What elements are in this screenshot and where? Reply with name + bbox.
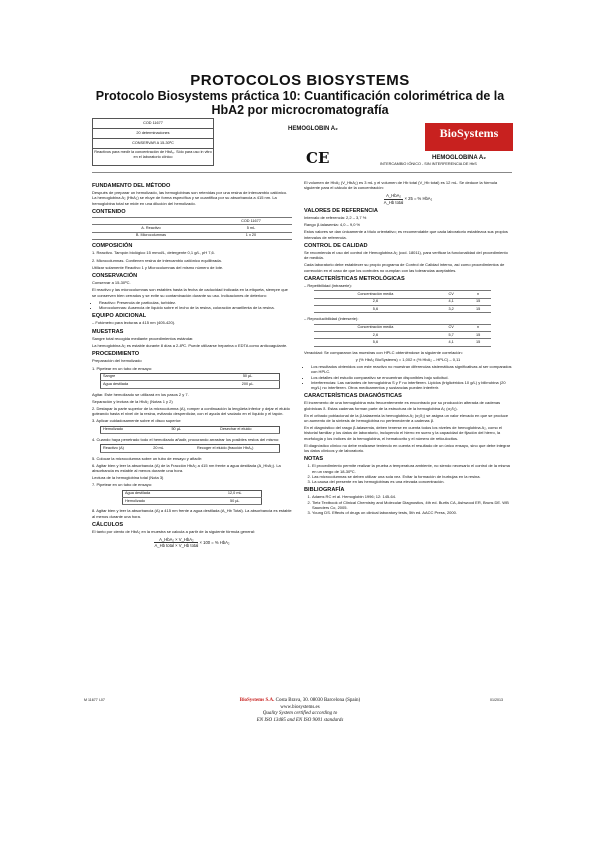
- paragraph: Separación y lectura de la HbA₂ (Notas 1 y 2): [92, 398, 173, 404]
- list-item: 3. Young DS. Effects of drugs on clinical laboratory tests, 5th ed. AACC Press, 2000.: [312, 510, 512, 515]
- section-heading: PROCEDIMIENTO: [92, 351, 140, 358]
- paragraph: 8. Agitar bien y leer la absorbancia (A) a 415 nm frente a agua destilada (A_Hb Total). La absorbancia es estable al menos durante una hora.: [92, 508, 292, 519]
- header-box-use: Reactivos para medir la concentración de HbA₂. Sólo para uso in vitro en el laboratorio clínico: [94, 150, 212, 159]
- table-row: [101, 445, 280, 452]
- table-cell: 2,6: [314, 298, 437, 305]
- table-row: [123, 490, 262, 497]
- table-cell: 12,0 mL: [209, 490, 262, 497]
- paragraph: Lectura de la hemoglobina total (Nota 3): [92, 475, 164, 481]
- table-header: CV: [437, 291, 466, 298]
- section-heading: EQUIPO ADICIONAL: [92, 313, 147, 320]
- table-cell: 200 µL: [216, 381, 279, 388]
- table-cell: 50 µL: [216, 373, 279, 380]
- reproducibility-table: [314, 324, 491, 347]
- content-table: [92, 217, 292, 240]
- table-row: [314, 298, 491, 305]
- footer-date: 01/2013: [490, 698, 503, 702]
- table-cell: 5,7: [437, 332, 466, 339]
- table-row: [101, 373, 280, 380]
- header-box-storage: CONSERVAR A 15-30ºC: [93, 139, 213, 149]
- table-header: [92, 218, 210, 225]
- paragraph: 7. Pipetear en un tubo de ensayo:: [92, 482, 153, 488]
- right-column: [304, 180, 512, 515]
- table-row: [314, 332, 491, 339]
- table-header: Concentración media: [314, 291, 437, 298]
- table-cell: Agua destilada: [101, 381, 217, 388]
- product-subtitle-es: INTERCAMBIO IÓNICO - SIN INTERFERENCIA DE HbS: [380, 162, 477, 166]
- table-row: [101, 426, 280, 433]
- paragraph: Después de preparar un hemolizado, las hemoglobinas son retenidas por una resina de intercambio catiónico. La hemoglobina A₂ (HbA₂) se eluye de forma específica y se cuantifica por su absorbancia a 415 nm. La hemoglobina total se mide en una dilución del hemolizado.: [92, 190, 288, 206]
- list-item: • Los resultados obtenidos con este reactivo no muestran diferencias sistemáticas significativas al ser comparados con HPLC.: [311, 364, 512, 374]
- pipette-table: [100, 444, 280, 452]
- table-cell: Sangre: [101, 373, 217, 380]
- paragraph: Cada laboratorio debe establecer su propio programa de Control de Calidad interno, así como procedimientos de corrección en el caso de que los controles no cumplan con las tolerancias aceptables.: [304, 262, 505, 273]
- table-cell: 5 mL: [210, 225, 292, 232]
- list-item: • Reactivo: Presencia de partículas, turbidez.: [99, 300, 292, 305]
- list-item: 3. La causa del presente en las hemoglobinas es una elevada concentración.: [312, 479, 512, 484]
- table-cell: Hemolizado: [101, 426, 160, 433]
- list-item: 2. Tietz Textbook of Clinical Chemistry and Molecular Diagnostics, 4th ed. Burtis CA, Ashwood ER, Bruns DE. WB Saunders Co, 2005.: [312, 500, 512, 510]
- table-cell: 1 x 20: [210, 232, 292, 239]
- paragraph: 4. Cuando haya penetrado todo el hemolizado añadir, procurando arrastrar los posibles restos del mismo:: [92, 437, 280, 443]
- table-row: [92, 225, 292, 232]
- paragraph: 6. Agitar bien y leer la absorbancia (A) de la Fracción HbA₂ a 415 nm frente a agua destilada (A_HbA₂). La absorbancia es estable al menos durante una hora.: [92, 462, 281, 474]
- pipette-table: [100, 426, 280, 434]
- formula-numerator: A_HbA₂ × V_HbA₂: [154, 537, 198, 543]
- table-cell: 15: [465, 339, 490, 346]
- table-cell: 5,6: [314, 339, 437, 346]
- paragraph: En el diagnóstico del rasgo β-talasemia, deben tenerse en cuenta todos los niveles de hemoglobina A₂, como el historial familiar y los datos de laboratorio, incluyendo el hierro en suero y la capacidad de fijación del hierro, la morfología y los índices de la hemoglobina, el hematocrito y el número de reticulocitos.: [304, 425, 502, 441]
- section-heading: CONSERVACIÓN: [92, 273, 138, 279]
- footer: [80, 698, 520, 724]
- table-cell: 2,6: [314, 332, 437, 339]
- section-heading: CONTROL DE CALIDAD: [304, 242, 368, 249]
- header-box: [92, 118, 214, 166]
- paragraph: – Repetibilidad (intraserie):: [304, 283, 352, 289]
- formula-numerator: A_HbA₂: [384, 193, 404, 199]
- paragraph: – Reproducibilidad (interserie):: [304, 316, 359, 322]
- repeatability-table: [314, 290, 491, 313]
- footer-code: M 11677 I-07: [84, 698, 105, 702]
- table-header: n: [465, 324, 490, 331]
- table-cell: Recoger el eluido (fracción HbA₂): [171, 445, 279, 452]
- paragraph: El diagnóstico clínico no debe realizarse teniendo en cuenta el resultado de un único ensayo, sino que debe integrar los datos clínicos y de laboratorio.: [304, 442, 511, 454]
- table-cell: 4,1: [437, 339, 466, 346]
- paragraph: Se recomienda el uso del control de Hemoglobina A₂ (cod. 18011), para verificar la funcionalidad del procedimiento de medida.: [304, 250, 508, 261]
- paragraph: Agitar. Este hemolizado se utilizará en los pasos 2 y 7.: [92, 391, 189, 397]
- table-cell: 15: [465, 332, 490, 339]
- paragraph: Utilizar solamente Reactivo 1 y Microcolumnas del mismo número de lote.: [92, 264, 224, 270]
- table-cell: A. Reactivo: [92, 225, 210, 232]
- paragraph: Rango β-talasemia: 4,0 – 9,0 %: [304, 222, 361, 228]
- table-cell: 15: [465, 306, 490, 313]
- table-row: [314, 306, 491, 313]
- table-cell: 50 µL: [160, 426, 193, 433]
- section-heading: CARACTERÍSTICAS METROLÓGICAS: [304, 275, 405, 282]
- product-name: HEMOGLOBIN A₂: [288, 126, 338, 132]
- table-cell: 5,6: [314, 306, 437, 313]
- table-row: [314, 339, 491, 346]
- paragraph: El tanto por ciento de HbA₂ en la muestra se calcula a partir de la siguiente fórmula general:: [92, 529, 255, 535]
- brand-logo: BioSystems: [425, 123, 513, 147]
- table-row: [101, 381, 280, 388]
- paragraph: Preparación del hemolizado: [92, 358, 142, 364]
- table-cell: Desechar el eluido: [193, 426, 280, 433]
- paragraph: 2. Destapar la parte superior de la microcolumna (A), romper a continuación la lengüeta inferior y dejar el eluido goteando hasta el nivel de la resina, evitando desperdiciar, con el ayuda del vaciado en el líquido y el tapón.: [92, 406, 290, 417]
- section-heading: CÁLCULOS: [92, 521, 124, 528]
- header-box-code: COD 11677: [93, 119, 213, 129]
- section-heading: NOTAS: [304, 456, 324, 463]
- ce-mark: CE: [306, 149, 330, 167]
- table-header: COD 11677: [210, 218, 292, 225]
- footer-quality-2: EN ISO 13485 and EN ISO 9001 standards: [256, 717, 344, 723]
- footer-website: www.biosystems.es: [280, 704, 320, 710]
- paragraph: Veracidad: Se compararon las muestras con HPLC obteniéndose la siguiente correlación:: [304, 349, 463, 355]
- calculation-formula: [92, 537, 292, 548]
- regression-equation: y (% HbA₂ BioSystems) = 1,002 x (% HbA₂ – HPLC) – 0,11: [355, 357, 461, 362]
- footer-company: BioSystems S.A.: [239, 698, 275, 703]
- list-item: 2. Las microcolumnas se deben utilizar una sola vez. Evitar la formación de burbujas en la resina.: [312, 474, 512, 479]
- paragraph: La hemoglobina A₂ es estable durante 8 días a 2-8ºC. Puede utilizarse heparina o EDTA como anticoagulante.: [92, 343, 288, 349]
- section-heading: CONTENIDO: [92, 208, 126, 215]
- header-divider: [92, 172, 512, 173]
- table-cell: B. Microcolumnas: [92, 232, 210, 239]
- product-name-es: HEMOGLOBINA A₂: [432, 155, 486, 161]
- paragraph: 5. Colocar la microcolumna sobre un tubo de ensayo y añadir:: [92, 455, 203, 461]
- paragraph: Estos valores se dan únicamente a título orientativo; es recomendable que cada laboratorio establezca sus propios intervalos de referencia.: [304, 229, 508, 240]
- list-item: 2. Microcolumnas. Contienen resina de intercambio catiónico equilibrada.: [92, 257, 222, 263]
- calculation-formula: [304, 193, 512, 204]
- table-cell: 4,1: [437, 298, 466, 305]
- left-column: [92, 180, 292, 552]
- table-cell: 15: [465, 298, 490, 305]
- paragraph: El incremento de una hemoglobina más frecuentemente es encontrado por su producción alterada de cadenas globínicas δ. Estas cadenas forman parte de la estructura de la hemoglobina A₂ (α₂δ₂).: [304, 400, 501, 411]
- list-item: • Microcolumnas: Ausencia de líquido sobre el lecho de la resina, coloración amarillenta de la resina.: [99, 305, 292, 310]
- paragraph: 1. Pipetear en un tubo de ensayo:: [92, 365, 153, 371]
- list-item: 1. Reactivo. Tampón biológico 15 mmol/L, detergente 0,1 g/L, pH 7,6.: [92, 250, 215, 256]
- table-cell: 20 mL: [146, 445, 172, 452]
- table-cell: Hemolizado: [123, 498, 209, 505]
- paragraph: Intervalo de referencia: 2,2 – 3,7 %: [304, 215, 367, 221]
- section-heading: MUESTRAS: [92, 328, 124, 335]
- list-item: • Los detalles del estudio comparativo se encuentran disponibles bajo solicitud.: [311, 375, 512, 380]
- paragraph: – Fotómetro para lecturas a 415 nm (405-420).: [92, 320, 176, 326]
- formula-result: × 25 = % HbA₂: [404, 196, 433, 202]
- footer-address: Costa Brava, 30. 08030 Barcelona (Spain): [275, 698, 361, 703]
- section-heading: VALORES DE REFERENCIA: [304, 207, 378, 214]
- pipette-table: [100, 373, 280, 389]
- section-heading: COMPOSICIÓN: [92, 243, 133, 250]
- pipette-table: [122, 490, 262, 506]
- table-cell: Reactivo (A): [101, 445, 146, 452]
- table-row: [92, 232, 292, 239]
- table-cell: 3,2: [437, 306, 466, 313]
- header-box-determinations: 20 determinaciones: [93, 129, 213, 139]
- list-item: 1. Adams RC et al. Hemoglobin 1996; 12: 145-64.: [312, 494, 512, 499]
- paragraph: Sangre total recogida mediante procedimientos estándar.: [92, 335, 194, 341]
- table-header: Concentración media: [314, 324, 437, 331]
- table-row: [123, 498, 262, 505]
- table-cell: Agua destilada: [123, 490, 209, 497]
- section-heading: FUNDAMENTO DEL MÉTODO: [92, 183, 171, 189]
- document-page: [80, 118, 520, 828]
- brand-logo-bar: [425, 147, 513, 151]
- paragraph: El reactivo y las microcolumnas son estables hasta la fecha de caducidad indicada en la etiqueta, siempre que se conserven bien cerrados y se evite su contaminación durante su uso. Indicaciones de deterioro:: [92, 287, 288, 298]
- section-heading: BIBLIOGRAFÍA: [304, 487, 345, 494]
- paragraph: El volumen de HbA₂ (V_HbA₂) es 3 mL y el volumen de Hb total (V_Hb total) es 12 mL. Se deduce la fórmula siguiente para el cálculo de la concentración:: [304, 180, 498, 191]
- table-cell: 50 µL: [209, 498, 262, 505]
- table-header: CV: [437, 324, 466, 331]
- list-item: 1. El procedimiento permite realizar la prueba a temperatura ambiente, no siendo necesario el control de la misma en un rango de 18-30ºC.: [312, 463, 512, 473]
- paragraph: Conservar a 15-30ºC.: [92, 280, 131, 286]
- list-item: • Interferencias: Las variantes de hemoglobina S y F no interfieren. Lípidos (triglicéridos 10 g/L) y bilirrubina (20 mg/L) no interfieren. Otros medicamentos y sustancias pueden interferir.: [311, 380, 512, 390]
- table-header: n: [465, 291, 490, 298]
- section-heading: CARACTERÍSTICAS DIAGNÓSTICAS: [304, 393, 402, 400]
- formula-result: × 100 = % HbA₂: [199, 540, 230, 546]
- paragraph: En el cribado poblacional de la β-talasemia la hemoglobina A₂ (α₂δ₂) se asigna un valor elevado en que se produce un aumento de la síntesis de hemoglobina no perteneciente a cadenas β.: [304, 412, 509, 424]
- page-title: PROTOCOLOS BIOSYSTEMS: [190, 72, 410, 89]
- formula-denominator: A_Hb total × V_Hb total: [154, 543, 199, 549]
- page-subtitle: Protocolo Biosystems práctica 10: Cuantificación colorimétrica de la HbA2 por microcromatografía: [95, 89, 505, 117]
- paragraph: 3. Aplicar cuidadosamente sobre el disco superior:: [92, 418, 182, 424]
- formula-denominator: A_Hb total: [383, 199, 404, 205]
- footer-quality-1: Quality System certified according to: [262, 711, 338, 716]
